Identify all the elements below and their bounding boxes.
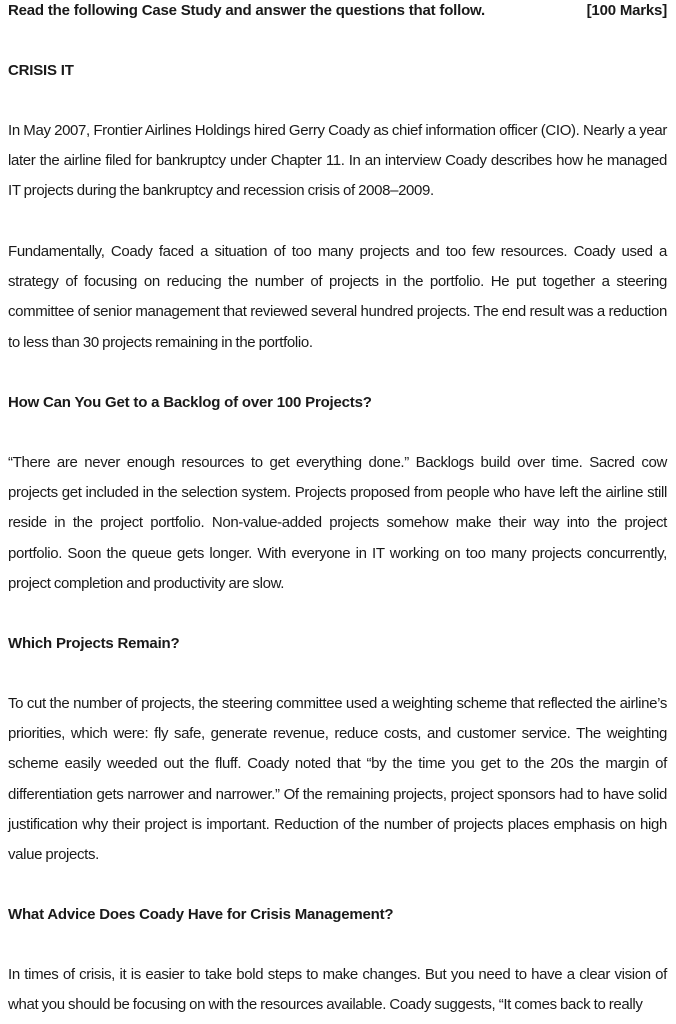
paragraph-weighting: To cut the number of projects, the steering committee used a weighting scheme that reflected the airline’s priorities, which were: fly safe, generate revenue, reduce costs, and customer service. The weighting scheme easily weeded out the fluff. Coady noted that “by the time you get to the 20s the margin of differentiation gets narrower and narrower.” Of the remaining projects, project sponsors had to have solid justification why their project is important. Reduction of the number of projects places emphasis on high value projects.	[8, 695, 667, 864]
paragraph-backlog: “There are never enough resources to get everything done.” Backlogs build over time. Sacred cow projects get included in the selection system. Projects proposed from people who have left the airline still reside in the project portfolio. Non-value-added projects somehow make their way into the project portfolio. Soon the queue gets longer. With everyone in IT working on too many projects concurrently, project completion and productivity are slow.	[8, 454, 667, 592]
case-study-title: CRISIS IT	[8, 62, 74, 79]
paragraph-intro: In May 2007, Frontier Airlines Holdings hired Gerry Coady as chief information officer (CIO). Nearly a year later the airline filed for bankruptcy under Chapter 11. In an interview Coady describes how he managed IT projects during the bankruptcy and recession crisis of 2008–2009.	[8, 122, 667, 200]
paragraph-advice: In times of crisis, it is easier to take bold steps to make changes. But you need to have a clear vision of what you should be focusing on with the resources available. Coady suggests, “It comes back to really	[8, 966, 667, 1014]
instruction-text: Read the following Case Study and answer the questions that follow.	[8, 2, 485, 19]
section-heading-projects-remain: Which Projects Remain?	[8, 635, 180, 652]
section-heading-backlog: How Can You Get to a Backlog of over 100 Projects?	[8, 394, 372, 411]
section-heading-crisis-advice: What Advice Does Coady Have for Crisis Management?	[8, 906, 394, 923]
paragraph-strategy: Fundamentally, Coady faced a situation of too many projects and too few resources. Coady used a strategy of focusing on reducing the number of projects in the portfolio. He put together a steering committee of senior management that reviewed several hundred projects. The end result was a reduction to less than 30 projects remaining in the portfolio.	[8, 243, 667, 351]
marks-label: [100 Marks]	[586, 2, 667, 19]
instruction-row	[8, 2, 667, 22]
